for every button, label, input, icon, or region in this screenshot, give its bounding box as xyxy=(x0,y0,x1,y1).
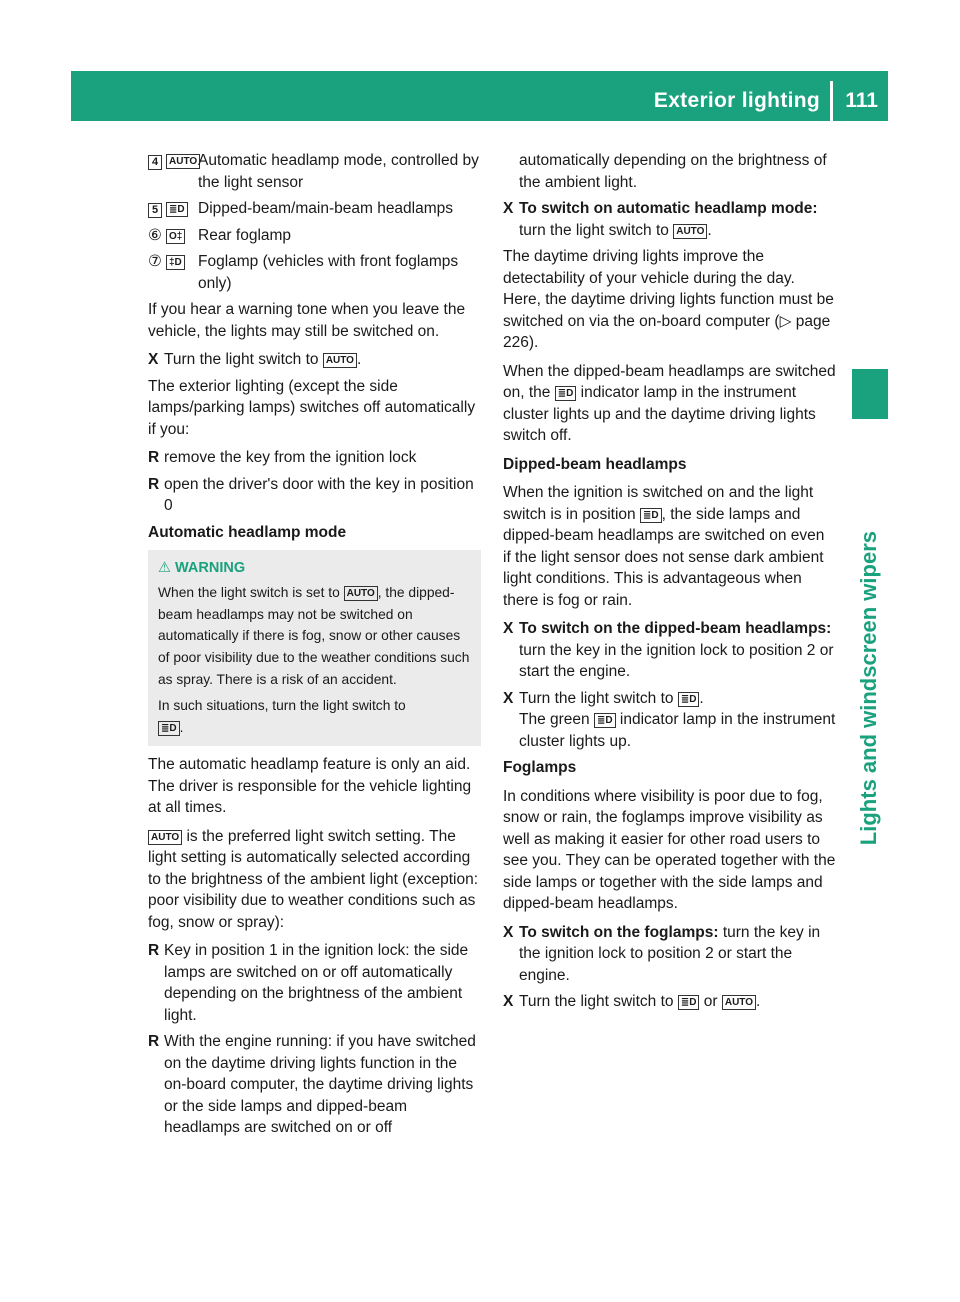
dipped-beam-icon: ≣D xyxy=(166,202,188,217)
bullet-icon: R xyxy=(148,449,160,466)
callout-number: ⑦ xyxy=(148,253,162,270)
dipped-beam-icon: ≣D xyxy=(158,721,180,736)
list-item xyxy=(148,447,481,469)
dipped-beam-icon: ≣D xyxy=(555,386,577,401)
instruction-arrow-icon: X xyxy=(503,923,514,941)
warning-text-part: In such situations, turn the light switch to xyxy=(158,697,406,713)
paragraph: If you hear a warning tone when you leave the vehicle, the lights may still be switched on. xyxy=(148,301,466,340)
paragraph xyxy=(503,482,836,611)
legend-text: Rear foglamp xyxy=(198,226,292,244)
continued-text xyxy=(503,150,836,193)
callout-number: ⑥ xyxy=(148,226,162,244)
paragraph-text: When the ignition is switched on and the light switch is in position xyxy=(503,484,814,523)
rear-foglamp-icon: O‡ xyxy=(166,229,185,244)
bullet-icon: R xyxy=(148,475,160,493)
instruction xyxy=(503,922,836,987)
instruction: X Turn the light switch to ≣D or AUTO . xyxy=(503,991,836,1013)
list-item xyxy=(148,940,481,1026)
instruction-result: The green xyxy=(519,711,590,728)
legend-item xyxy=(148,251,481,294)
list-item xyxy=(148,1031,481,1139)
instruction-text: Turn the light switch to xyxy=(519,689,674,707)
auto-icon: AUTO xyxy=(673,224,707,239)
legend-item xyxy=(148,150,481,193)
auto-icon: AUTO xyxy=(722,995,756,1010)
instruction-arrow-icon: X xyxy=(503,993,514,1010)
warning-label: WARNING xyxy=(175,560,246,576)
instruction-arrow-icon: X xyxy=(503,620,514,637)
chapter-marker xyxy=(852,369,888,419)
legend-item xyxy=(148,198,481,220)
instruction-heading: To switch on the foglamps: xyxy=(519,923,719,941)
instruction-arrow-icon: X xyxy=(503,689,514,707)
paragraph: The automatic headlamp feature is only an aid. The driver is responsible for the vehicle lighting at all times. xyxy=(148,756,472,817)
warning-text-part: , the dipped-beam headlamps may not be switched on automatically if there is fog, snow or other causes of poor visibility due to the weather conditions such as spray. There is a risk of an accident. xyxy=(158,584,470,687)
warning-text-part: When the light switch is set to xyxy=(158,584,340,600)
list-item xyxy=(148,474,481,517)
section-heading: Automatic headlamp mode xyxy=(148,523,347,541)
callout-number: 5 xyxy=(148,203,162,218)
instruction-text: turn the key in the ignition lock to position 2 or start the engine. xyxy=(519,641,834,680)
auto-icon: AUTO xyxy=(344,586,378,601)
list-item-text: Key in position 1 in the ignition lock: the side lamps are switched on or off automatically depending on the brightness of the ambient light. xyxy=(164,942,469,1024)
instruction-text: turn the light switch to xyxy=(519,221,669,239)
list-item-text: automatically depending on the brightness of the ambient light. xyxy=(519,152,827,191)
paragraph-text: , the side lamps and dipped-beam headlamps are switched on even if the light sensor does not sense dark ambient light conditions. This is advantageous when there is fog or rain. xyxy=(503,505,825,609)
legend-text: Dipped-beam/main-beam headlamps xyxy=(198,200,454,217)
paragraph-text: When the dipped-beam headlamps are switched on, the xyxy=(503,362,836,401)
instruction-text: Turn the light switch to xyxy=(519,993,674,1010)
section-heading: Dipped-beam headlamps xyxy=(503,455,687,473)
instruction xyxy=(503,618,836,683)
paragraph: The daytime driving lights improve the detectability of your vehicle during the day. Here, the daytime driving lights function must be switched on via the on-board computer (▷ page 226). xyxy=(503,248,834,351)
paragraph xyxy=(503,361,836,447)
chapter-label: Lights and windscreen wipers xyxy=(856,531,881,846)
page-header xyxy=(71,71,888,121)
paragraph xyxy=(148,826,481,934)
legend-text: Automatic headlamp mode, controlled by the light sensor xyxy=(198,152,479,191)
callout-number: 4 xyxy=(148,155,162,170)
warning-text: In such situations, turn the light switch to ≣D . xyxy=(158,697,406,735)
instruction: X Turn the light switch to ≣D . The green ≣D indicator lamp in the instrument cluster lights up. xyxy=(503,688,836,753)
instruction-arrow-icon: X xyxy=(148,351,159,368)
legend-item xyxy=(148,225,481,247)
bullet-icon: R xyxy=(148,942,160,960)
auto-icon: AUTO xyxy=(148,830,182,845)
paragraph: The exterior lighting (except the side lamps/parking lamps) switches off automatically if you: xyxy=(148,377,476,438)
instruction: X To switch on automatic headlamp mode: turn the light switch to AUTO . xyxy=(503,198,836,241)
page-number: 111 xyxy=(845,89,878,112)
paragraph-text: is the preferred light switch setting. The light setting is automatically selected according to the brightness of the ambient light (exception: poor visibility due to weather conditions such as fog, snow or spray): xyxy=(148,827,479,931)
left-column xyxy=(148,150,481,1144)
paragraph: In conditions where visibility is poor due to fog, snow or rain, the foglamps improve visibility as well as making it easier for other road users to see you. They can be operated together with the side lamps or together with the side lamps and dipped-beam headlamps. xyxy=(503,787,836,912)
front-foglamp-icon: ‡D xyxy=(166,255,185,270)
paragraph-text: indicator lamp in the instrument cluster lights up and the daytime driving lights switch off. xyxy=(503,384,816,444)
dipped-beam-icon: ≣D xyxy=(594,713,616,728)
bullet-icon: R xyxy=(148,1033,160,1051)
warning-title: ⚠ WARNING xyxy=(158,560,246,576)
instruction-text: or xyxy=(703,993,718,1010)
auto-icon: AUTO xyxy=(166,154,200,169)
dipped-beam-icon: ≣D xyxy=(640,508,662,523)
instruction-text: turn the key in the ignition lock to position 2 or start the engine. xyxy=(519,923,821,984)
list-item-text: With the engine running: if you have switched on the daytime driving lights function in the on-board computer, the daytime driving lights or the side lamps and dipped-beam headlamps are switched on or off xyxy=(164,1033,476,1137)
list-item-text: open the driver's door with the key in position 0 xyxy=(164,475,474,514)
legend-text: Foglamp (vehicles with front foglamps only) xyxy=(198,253,459,292)
instruction-result: indicator lamp in the instrument cluster lights up. xyxy=(519,711,836,750)
section-heading: Foglamps xyxy=(503,759,577,776)
right-column xyxy=(503,150,836,1018)
header-divider xyxy=(830,81,833,121)
instruction-text: Turn the light switch to xyxy=(164,351,319,368)
instruction-arrow-icon: X xyxy=(503,200,514,217)
warning-text xyxy=(158,582,471,691)
dipped-beam-icon: ≣D xyxy=(678,995,700,1010)
dipped-beam-icon: ≣D xyxy=(678,692,700,707)
chapter-tab xyxy=(852,121,888,1131)
list-item-text: remove the key from the ignition lock xyxy=(164,449,417,466)
instruction: X Turn the light switch to AUTO . xyxy=(148,349,481,371)
auto-icon: AUTO xyxy=(323,353,357,368)
instruction-heading: To switch on automatic headlamp mode: xyxy=(519,200,818,217)
section-title: Exterior lighting xyxy=(653,89,820,112)
warning-box xyxy=(148,550,481,746)
instruction-heading: To switch on the dipped-beam headlamps: xyxy=(519,620,832,637)
